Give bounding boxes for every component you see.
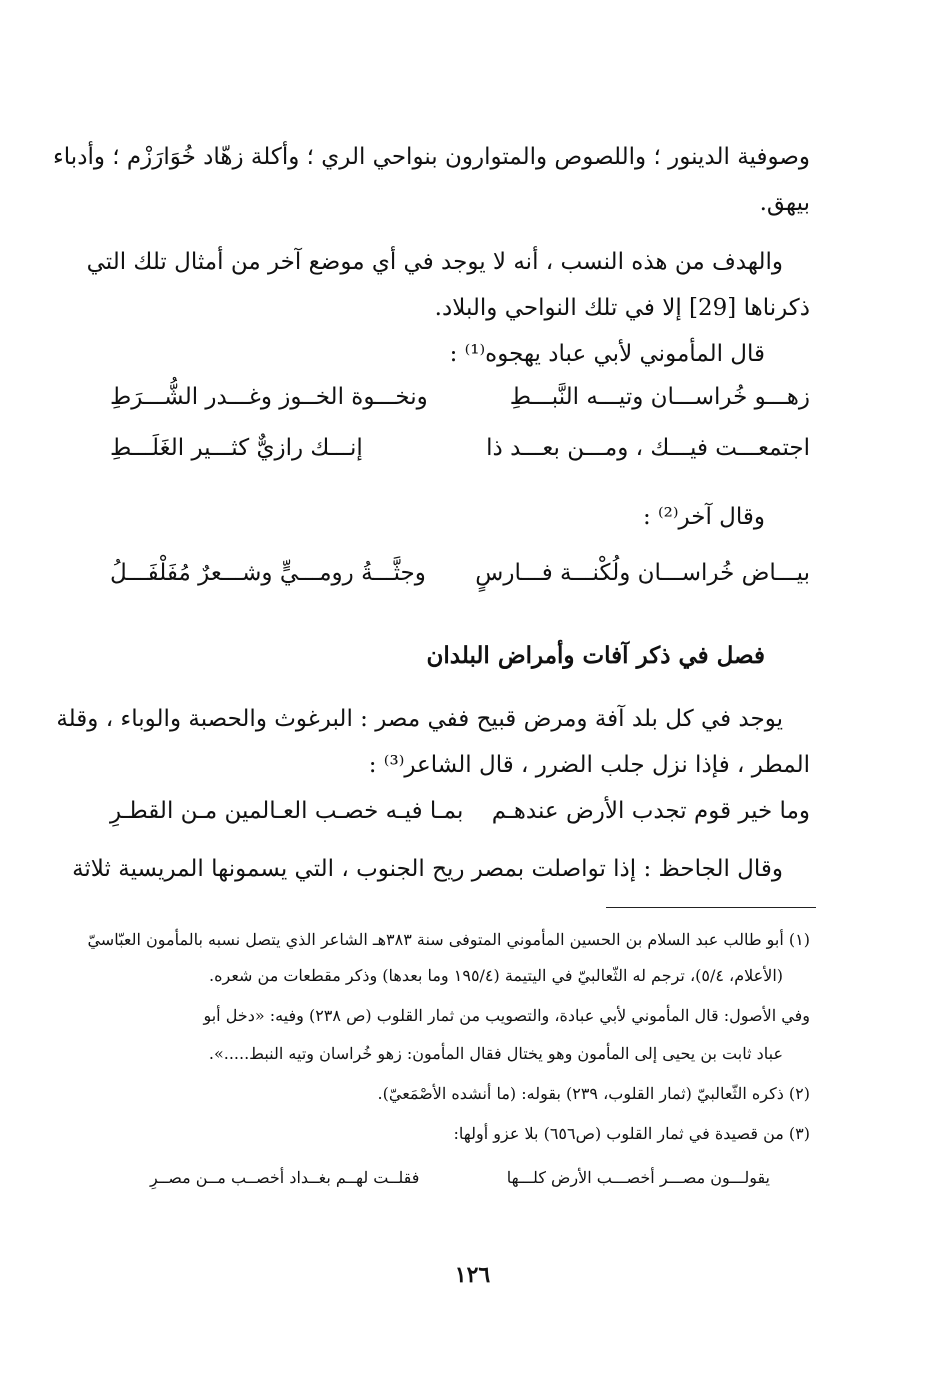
page-number: ١٢٦ <box>454 1262 491 1288</box>
footnote-1-line-3: وفي الأصول: قال المأموني لأبي عبادة، والتصويب من ثمار القلوب (ص ٢٣٨) وفيه: «دخل أبو <box>203 1006 810 1025</box>
verse-2-second-hemistich: إنـــك رازيٌّ كثـــير الغَلَـــطِ <box>110 435 363 461</box>
verse-2 <box>110 435 810 475</box>
body-line-1: وصوفية الدينور ؛ واللصوص والمتوارون بنواحي الري ؛ وأكلة زهّاد خُوَارَزْم ؛ وأدباء <box>52 144 810 170</box>
paragraph-4-line-1: وقال الجاحظ : إذا تواصلت بمصر ريح الجنوب ، التي يسمونها المريسية ثلاثة <box>72 856 783 882</box>
verse-4 <box>110 798 810 838</box>
verse-3 <box>110 560 810 600</box>
footnote-2: (٢) ذكره الثّعالبيّ (ثمار القلوب، ٢٣٩) بقوله: (ما أنشده الأصْمَعيّ). <box>377 1084 810 1103</box>
verse-1 <box>110 384 810 424</box>
footnote-3: (٣) من قصيدة في ثمار القلوب (ص٦٥٦) بلا عزو أولها: <box>453 1124 810 1143</box>
paragraph-2-line-1: والهدف من هذه النسب ، أنه لا يوجد في أي موضع آخر من أمثال تلك التي <box>86 249 783 275</box>
footnote-separator <box>606 907 816 908</box>
verse-1-first-hemistich: زهـــو خُراســـان وتيـــه النَّبـــطِ <box>509 384 810 410</box>
verse-4-first-hemistich: وما خير قوم تجدب الأرض عندهـم <box>491 798 810 824</box>
paragraph-2-line-2: ذكرناها [29] إلا في تلك النواحي والبلاد. <box>434 295 810 321</box>
footnote-1-line-1: (١) أبو طالب عبد السلام بن الحسين المأموني المتوفى سنة ٣٨٣هـ الشاعر الذي يتصل نسبه بالمأمون العبّاسيّ <box>87 930 810 949</box>
verse-3-first-hemistich: بيـــاض خُراســـان ولُكْنـــة فـــارسٍ <box>475 560 810 586</box>
footnote-3-verse-second-hemistich: فقلــت لهــم بغــداد أخصــب مــن مصــرِ <box>150 1168 420 1187</box>
verse-intro-1: قال المأموني لأبي عباد يهجوه⁽¹⁾ : <box>449 341 765 367</box>
verse-4-second-hemistich: بمـا فيـه خصـب العـالمين مـن القطـرِ <box>110 798 464 824</box>
body-line-2: بيهق. <box>759 190 810 216</box>
verse-2-first-hemistich: اجتمعـــت فيـــك ، ومـــن بعـــد ذا <box>486 435 810 461</box>
paragraph-3-line-1: يوجد في كل بلد آفة ومرض قبيح ففي مصر : البرغوث والحصبة والوباء ، وقلة <box>56 706 783 732</box>
verse-intro-2: وقال آخر⁽²⁾ : <box>642 504 765 530</box>
verse-3-second-hemistich: وجثَّـــةُ رومـــيٍّ وشـــعرٌ مُفَلْفَـــلُ <box>110 560 426 586</box>
verse-1-second-hemistich: ونخـــوة الخــوز وغـــدر الشُّـــرَطِ <box>110 384 428 410</box>
footnote-1-line-2: (الأعلام، ٥/٤)، ترجم له الثّعالبيّ في اليتيمة (١٩٥/٤ وما بعدها) وذكر مقطعات من شعره. <box>209 966 783 985</box>
footnote-3-verse-first-hemistich: يقولـــون مصـــر أخصـــب الأرض كلـــها <box>506 1168 770 1187</box>
section-heading: فصل في ذكر آفات وأمراض البلدان <box>426 642 765 669</box>
paragraph-3-line-2: المطر ، فإذا نزل جلب الضرر ، قال الشاعر⁽³⁾ : <box>368 752 810 778</box>
footnote-1-line-4: عباد ثابت بن يحيى إلى المأمون وهو يختال فقال المأمون: زهو خُراسان وتيه النبط.....». <box>208 1044 783 1063</box>
